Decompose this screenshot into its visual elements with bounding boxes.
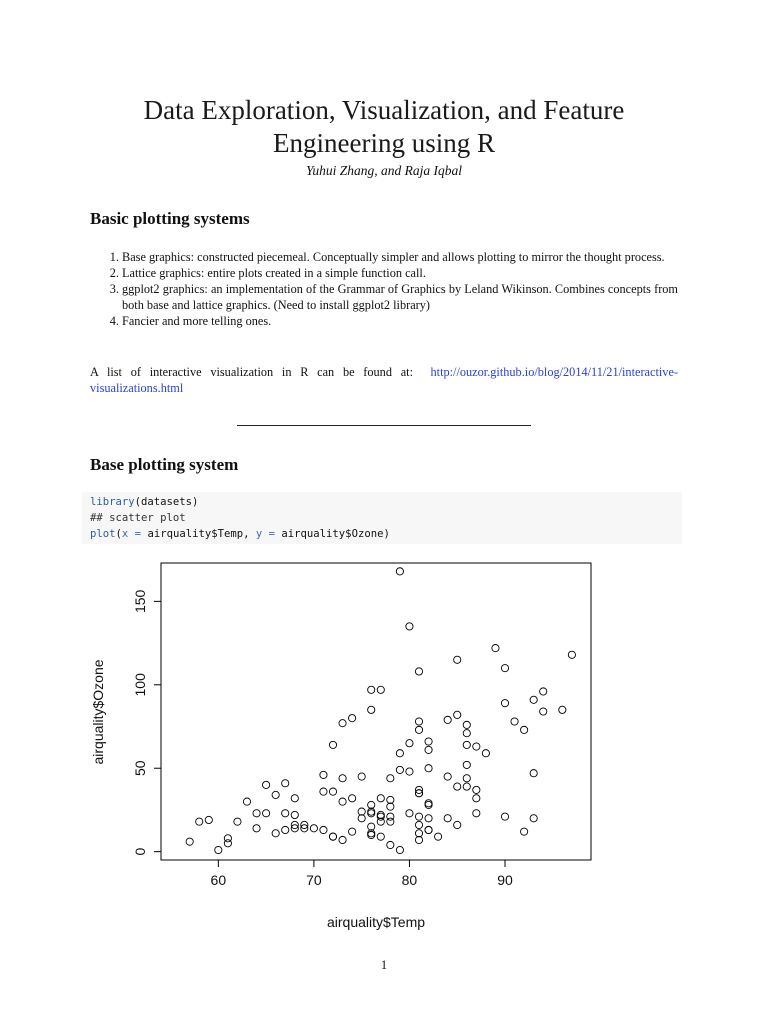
scatter-point (368, 810, 375, 817)
code-eq: = (128, 528, 148, 540)
code-block (82, 492, 682, 544)
scatter-point (234, 818, 241, 825)
scatter-point (205, 816, 212, 823)
code-arg-y: y (255, 528, 263, 540)
scatter-point (415, 726, 422, 733)
scatter-point (415, 836, 422, 843)
scatter-point (368, 808, 375, 815)
scatter-point (473, 810, 480, 817)
scatter-point (540, 708, 547, 715)
scatter-point (368, 686, 375, 693)
scatter-point (492, 644, 499, 651)
scatter-point (329, 788, 336, 795)
scatter-point (320, 826, 327, 833)
scatter-point (530, 770, 537, 777)
scatter-point (349, 828, 356, 835)
list-item: 2. Lattice graphics: entire plots created in a simple function call. (122, 265, 678, 281)
y-tick-label: 0 (132, 847, 148, 856)
paper-title-line-2: Engineering using R (273, 128, 495, 158)
scatter-point (530, 696, 537, 703)
scatter-point (253, 825, 260, 832)
scatter-point (339, 775, 346, 782)
x-tick-label: 80 (401, 872, 418, 888)
scatter-point (224, 840, 231, 847)
scatter-point (435, 833, 442, 840)
scatter-point (396, 766, 403, 773)
scatter-point (339, 720, 346, 727)
scatter-point (282, 826, 289, 833)
code-comment: ## scatter plot (90, 512, 186, 524)
scatter-point (349, 795, 356, 802)
scatter-point (473, 795, 480, 802)
scatter-point (454, 711, 461, 718)
scatter-point (425, 765, 432, 772)
scatter-point (521, 726, 528, 733)
scatter-point (463, 761, 470, 768)
page-number: 1 (380, 958, 388, 972)
scatter-point (291, 795, 298, 802)
scatter-plot (0, 555, 768, 945)
list-item: 3. ggplot2 graphics: an implementation of the Grammar of Graphics by Leland Wikinson. Combines concepts from both base and lattice graphics. (Need to install ggplot2 library) (122, 281, 678, 313)
scatter-point (377, 795, 384, 802)
scatter-point (473, 786, 480, 793)
scatter-point (368, 831, 375, 838)
scatter-point (196, 818, 203, 825)
scatter-point (406, 768, 413, 775)
x-tick-label: 60 (210, 872, 227, 888)
scatter-point (454, 783, 461, 790)
scatter-point (444, 815, 451, 822)
code-library-arg: (datasets) (134, 496, 199, 508)
scatter-point (415, 830, 422, 837)
scatter-point (396, 846, 403, 853)
scatter-point (540, 688, 547, 695)
scatter-point (263, 810, 270, 817)
code-plot-fn: plot (90, 528, 116, 540)
scatter-point (406, 623, 413, 630)
scatter-point (415, 718, 422, 725)
scatter-point (454, 656, 461, 663)
code-library-fn: library (90, 496, 135, 508)
scatter-point (530, 815, 537, 822)
scatter-point (272, 791, 279, 798)
scatter-point (272, 830, 279, 837)
section-divider (237, 425, 531, 426)
scatter-point (521, 828, 528, 835)
scatter-point (263, 781, 270, 788)
y-tick-label: 100 (132, 673, 148, 697)
scatter-point (339, 836, 346, 843)
scatter-point (396, 750, 403, 757)
scatter-point (387, 841, 394, 848)
x-tick-label: 70 (306, 872, 322, 888)
scatter-point (329, 833, 336, 840)
scatter-point (511, 718, 518, 725)
interactive-viz-link[interactable]: http://ouzor.github.io/blog/2014/11/21/interactive-visualizations.html (90, 365, 678, 395)
scatter-point (320, 771, 327, 778)
y-tick-label: 50 (132, 760, 148, 777)
scatter-point (463, 775, 470, 782)
scatter-point (568, 651, 575, 658)
scatter-point (377, 811, 384, 818)
scatter-point (415, 668, 422, 675)
code-eq: = (262, 528, 282, 540)
scatter-point (387, 775, 394, 782)
paper-authors: Yuhui Zhang, and Raja Iqbal (306, 163, 462, 178)
scatter-point (368, 823, 375, 830)
y-tick-label: 150 (132, 589, 148, 614)
scatter-point (387, 803, 394, 810)
scatter-point (349, 715, 356, 722)
scatter-point (501, 813, 508, 820)
scatter-point (310, 825, 317, 832)
y-axis-label: airquality$Ozone (90, 659, 106, 765)
x-axis-label: airquality$Temp (326, 914, 426, 930)
scatter-point (454, 821, 461, 828)
code-ozone: airquality$Ozone) (281, 528, 390, 540)
scatter-point (444, 716, 451, 723)
scatter-point (559, 706, 566, 713)
list-item: 1. Base graphics: constructed piecemeal. Conceptually simpler and allows plotting to mirror the thought process. (122, 249, 678, 265)
scatter-point (415, 813, 422, 820)
scatter-point (320, 788, 327, 795)
scatter-point (425, 738, 432, 745)
scatter-point (473, 743, 480, 750)
scatter-point (186, 838, 193, 845)
scatter-point (282, 780, 289, 787)
code-temp: airquality$Temp, (147, 528, 256, 540)
scatter-point (406, 740, 413, 747)
scatter-point (339, 798, 346, 805)
scatter-point (253, 810, 260, 817)
section-heading-basic-plotting: Basic plotting systems (90, 209, 250, 228)
scatter-point (368, 801, 375, 808)
scatter-point (243, 798, 250, 805)
plot-box (161, 563, 591, 860)
scatter-point (358, 773, 365, 780)
scatter-point (425, 746, 432, 753)
scatter-point (368, 830, 375, 837)
scatter-point (387, 818, 394, 825)
scatter-point (425, 815, 432, 822)
scatter-point (358, 815, 365, 822)
scatter-point (501, 700, 508, 707)
interactive-viz-paragraph (90, 364, 678, 396)
scatter-point (463, 730, 470, 737)
paragraph-text: A list of interactive visualization in R can be found at: (90, 365, 414, 379)
scatter-point (387, 796, 394, 803)
x-axis (211, 860, 513, 888)
scatter-point (425, 800, 432, 807)
scatter-point (358, 808, 365, 815)
scatter-point (501, 665, 508, 672)
scatter-point (425, 826, 432, 833)
scatter-point (463, 721, 470, 728)
code-arg-x: x (121, 528, 129, 540)
paper-title-line-1: Data Exploration, Visualization, and Feature (143, 95, 625, 125)
scatter-point (406, 810, 413, 817)
scatter-point (396, 568, 403, 575)
scatter-point (377, 818, 384, 825)
scatter-point (415, 821, 422, 828)
list-item: 4. Fancier and more telling ones. (122, 313, 678, 329)
scatter-point (482, 750, 489, 757)
plotting-systems-list (90, 249, 678, 329)
scatter-points (186, 568, 575, 854)
scatter-point (329, 741, 336, 748)
scatter-point (215, 846, 222, 853)
section-heading-base-plotting: Base plotting system (90, 455, 239, 474)
scatter-point (368, 706, 375, 713)
scatter-point (377, 833, 384, 840)
scatter-point (425, 801, 432, 808)
scatter-point (444, 773, 451, 780)
scatter-point (291, 811, 298, 818)
code-paren: ( (115, 528, 122, 540)
x-tick-label: 90 (497, 872, 513, 888)
scatter-point (377, 686, 384, 693)
scatter-point (282, 810, 289, 817)
scatter-point (463, 783, 470, 790)
scatter-point (463, 741, 470, 748)
y-axis (132, 589, 161, 855)
